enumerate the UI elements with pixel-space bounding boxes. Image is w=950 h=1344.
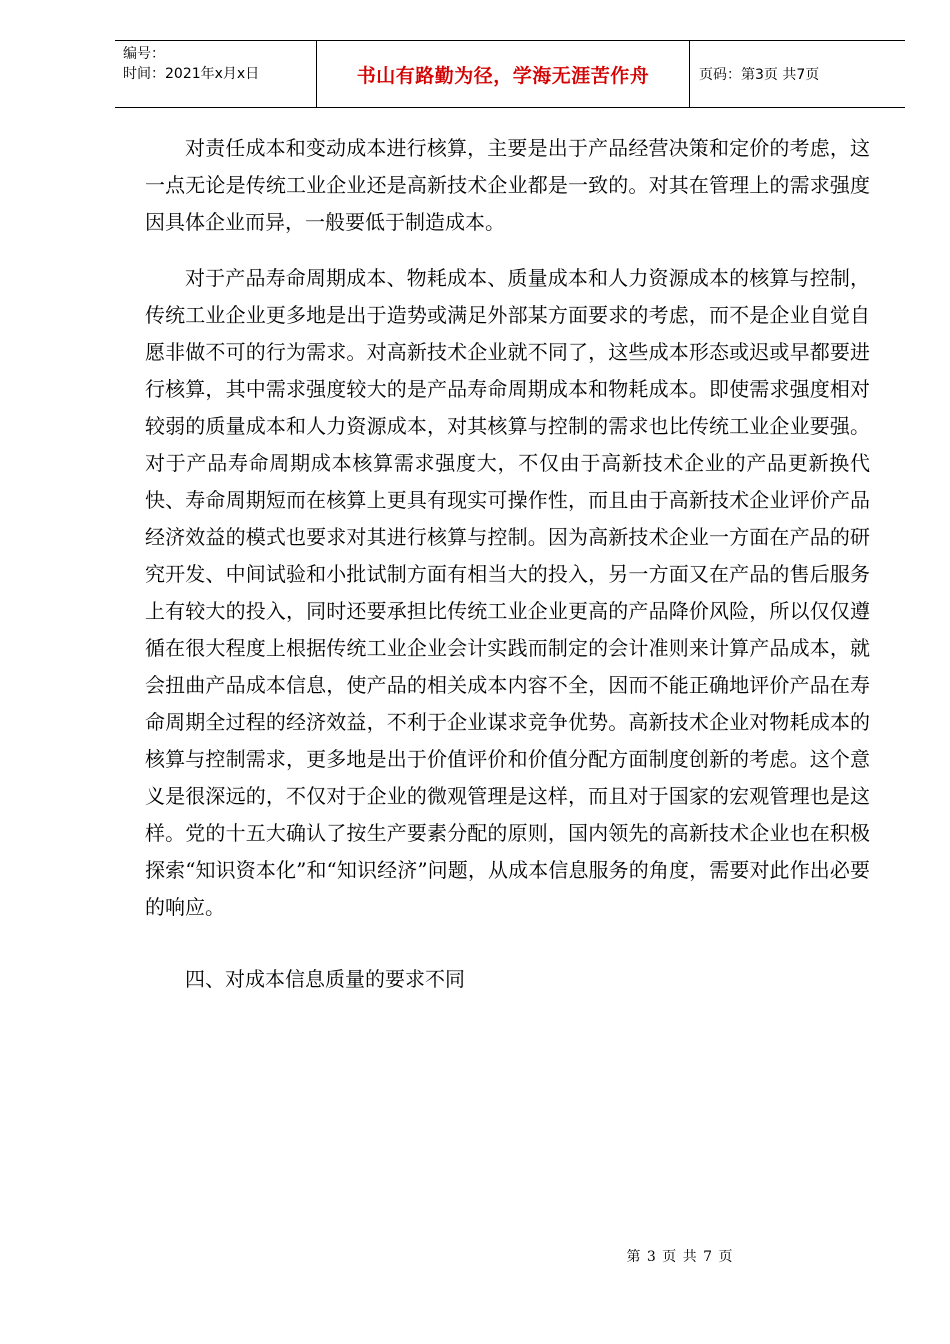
motto-text: 书山有路勤为径，学海无涯苦作舟 bbox=[356, 64, 650, 87]
header-page-info: 页码：第3页 共7页 bbox=[699, 67, 820, 83]
date-label: 时间：2021年x月x日 bbox=[123, 66, 260, 82]
document-body bbox=[145, 130, 870, 998]
header-meta-cell bbox=[115, 41, 317, 107]
header-motto-cell bbox=[317, 41, 690, 107]
section-heading: 四、对成本信息质量的要求不同 bbox=[185, 967, 465, 991]
page-footer: 第 3 页 共 7 页 bbox=[626, 1249, 734, 1265]
body-paragraph: 对责任成本和变动成本进行核算，主要是出于产品经营决策和定价的考虑，这一点无论是传统工业企业还是高新技术企业都是一致的。对其在管理上的需求强度因具体企业而异，一般要低于制造成本。 bbox=[145, 136, 870, 234]
body-paragraph: 对于产品寿命周期成本、物耗成本、质量成本和人力资源成本的核算与控制，传统工业企业更多地是出于造势或满足外部某方面要求的考虑，而不是企业自觉自愿非做不可的行为需求。对高新技术企业就不同了，这些成本形态或迟或早都要进行核算，其中需求强度较大的是产品寿命周期成本和物耗成本。即使需求强度相对较弱的质量成本和人力资源成本，对其核算与控制的需求也比传统工业企业要强。对于产品寿命周期成本核算需求强度大，不仅由于高新技术企业的产品更新换代快、寿命周期短而在核算上更具有现实可操作性，而且由于高新技术企业评价产品经济效益的模式也要求对其进行核算与控制。因为高新技术企业一方面在产品的研究开发、中间试验和小批试制方面有相当大的投入，另一方面又在产品的售后服务上有较大的投入，同时还要承担比传统工业企业更高的产品降价风险，所以仅仅遵循在很大程度上根据传统工业企业会计实践而制定的会计准则来计算产品成本，就会扭曲产品成本信息，使产品的相关成本内容不全，因而不能正确地评价产品在寿命周期全过程的经济效益，不利于企业谋求竞争优势。高新技术企业对物耗成本的核算与控制需求，更多地是出于价值评价和价值分配方面制度创新的考虑。这个意义是很深远的，不仅对于企业的微观管理是这样，而且对于国家的宏观管理也是这样。党的十五大确认了按生产要素分配的原则，国内领先的高新技术企业也在积极探索“知识资本化”和“知识经济”问题，从成本信息服务的角度，需要对此作出必要的响应。 bbox=[145, 266, 870, 919]
serial-number-label: 编号： bbox=[123, 46, 165, 62]
document-header bbox=[115, 40, 905, 108]
header-page-cell bbox=[690, 41, 905, 107]
